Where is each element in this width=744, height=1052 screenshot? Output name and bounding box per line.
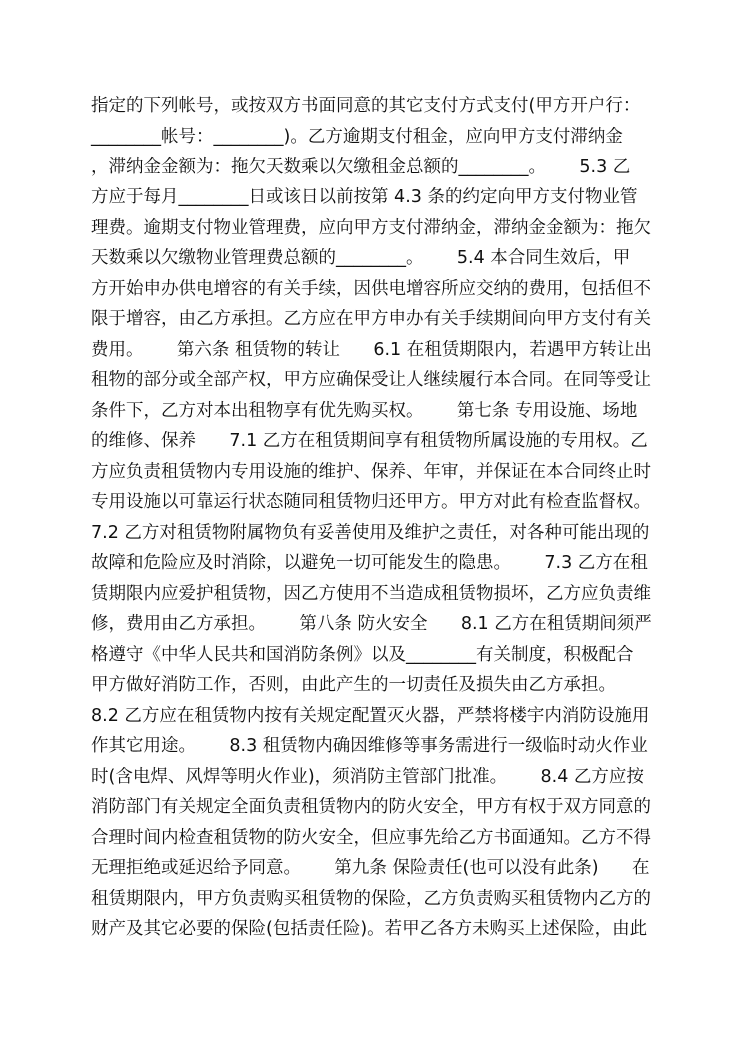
text-line: 赁期限内应爱护租赁物，因乙方使用不当造成租赁物损坏，乙方应负责维	[91, 584, 651, 604]
text-line: 租物的部分或全部产权，甲方应确保受让人继续履行本合同。在同等受让	[91, 370, 651, 390]
text-line: 故障和危险应及时消除，以避免一切可能发生的隐患。 7.3 乙方在租	[91, 553, 648, 573]
text-line: 财产及其它必要的保险(包括责任险)。若甲乙各方未购买上述保险，由此	[91, 919, 648, 939]
text-line: 8.2 乙方应在租赁物内按有关规定配置灭火器，严禁将楼宇内消防设施用	[91, 706, 650, 726]
text-line: 的维修、保养 7.1 乙方在租赁期间享有租赁物所属设施的专用权。乙	[91, 431, 648, 451]
text-line: 方应负责租赁物内专用设施的维护、保养、年审，并保证在本合同终止时	[91, 462, 651, 482]
text-line: 作其它用途。 8.3 租赁物内确因维修等事务需进行一级临时动火作业	[91, 736, 648, 756]
text-line: 理费。逾期支付物业管理费，应向甲方支付滞纳金，滞纳金金额为：拖欠	[91, 218, 651, 238]
text-line: 修，费用由乙方承担。 第八条 防火安全 8.1 乙方在租赁期间须严	[91, 614, 652, 634]
text-line: 条件下，乙方对本出租物享有优先购买权。 第七条 专用设施、场地	[91, 401, 638, 421]
text-line: 方开始申办供电增容的有关手续，因供电增容所应交纳的费用，包括但不	[91, 279, 651, 299]
text-line: 格遵守《中华人民共和国消防条例》以及________有关制度，积极配合	[91, 645, 634, 665]
text-line: 7.2 乙方对租赁物附属物负有妥善使用及维护之责任，对各种可能出现的	[91, 523, 650, 543]
text-line: 费用。 第六条 租赁物的转让 6.1 在租赁期限内，若遇甲方转让出	[91, 340, 652, 360]
text-line: 专用设施以可靠运行状态随同租赁物归还甲方。甲方对此有检查监督权。	[91, 492, 651, 512]
text-line: 时(含电焊、风焊等明火作业)，须消防主管部门批准。 8.4 乙方应按	[91, 767, 644, 787]
text-line: 甲方做好消防工作，否则，由此产生的一切责任及损失由乙方承担。	[91, 675, 616, 695]
text-line: 无理拒绝或延迟给予同意。 第九条 保险责任(也可以没有此条) 在	[91, 858, 650, 878]
text-line: 限于增容，由乙方承担。乙方应在甲方申办有关手续期间向甲方支付有关	[91, 309, 651, 329]
text-line: ________帐号：________)。乙方逾期支付租金，应向甲方支付滞纳金	[91, 127, 623, 147]
text-line: 租赁期限内，甲方负责购买租赁物的保险，乙方负责购买租赁物内乙方的	[91, 889, 651, 909]
text-line: 合理时间内检查租赁物的防火安全，但应事先给乙方书面通知。乙方不得	[91, 828, 651, 848]
text-line: 指定的下列帐号，或按双方书面同意的其它支付方式支付(甲方开户行：	[91, 96, 641, 116]
text-line: ，滞纳金金额为：拖欠天数乘以欠缴租金总额的________。 5.3 乙	[91, 157, 631, 177]
text-line: 消防部门有关规定全面负责租赁物内的防火安全，甲方有权于双方同意的	[91, 797, 651, 817]
text-line: 天数乘以欠缴物业管理费总额的________。 5.4 本合同生效后，甲	[91, 248, 631, 268]
text-line: 方应于每月________日或该日以前按第 4.3 条的约定向甲方支付物业管	[91, 187, 638, 207]
